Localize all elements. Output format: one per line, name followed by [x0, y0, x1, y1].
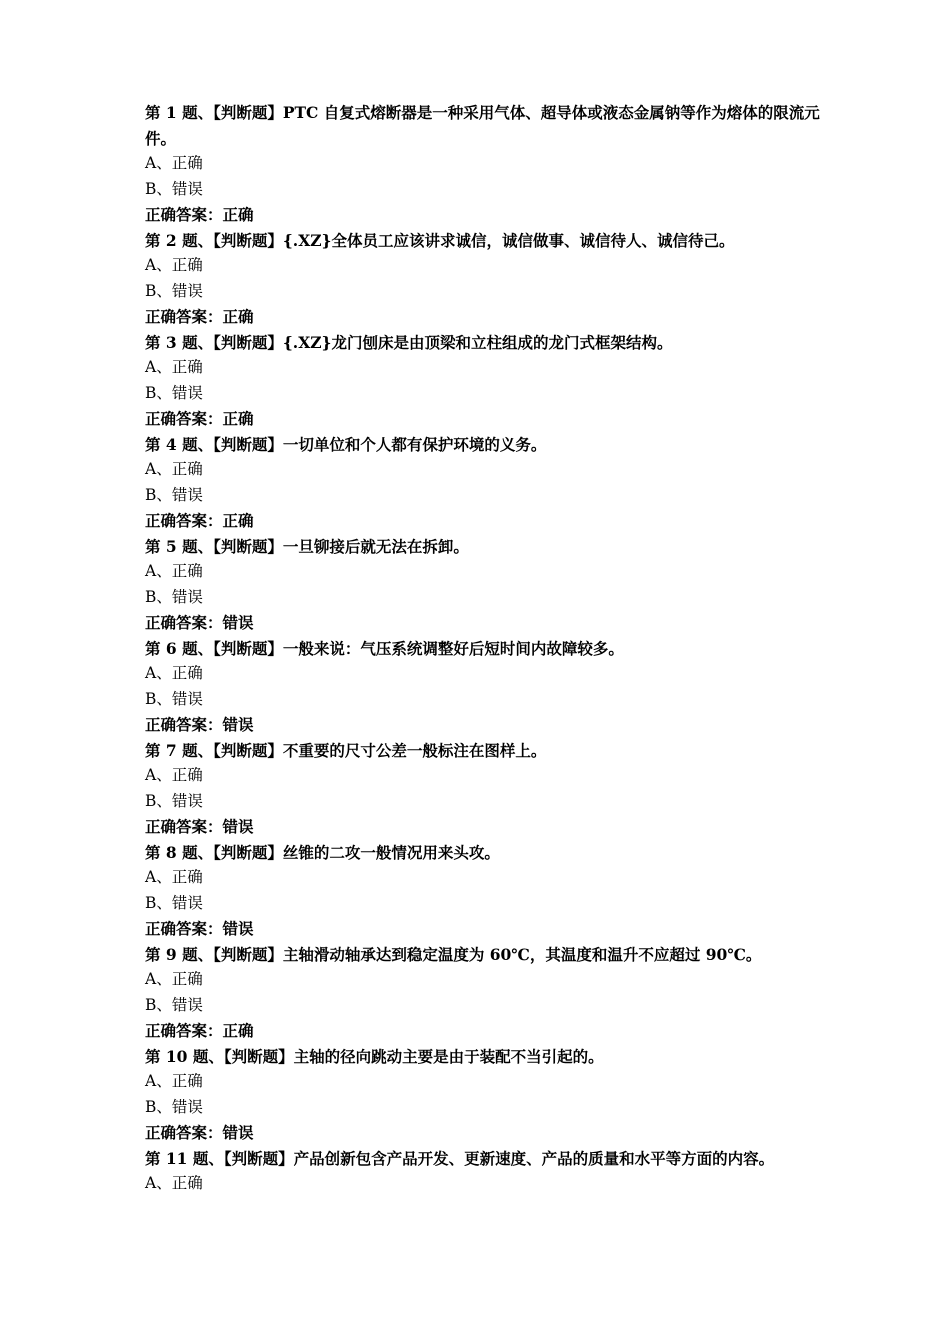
question-3 [145, 330, 825, 432]
option-b: B、错误 [145, 587, 203, 606]
correct-answer: 正确答案：正确 [145, 1021, 254, 1040]
question-11 [145, 1146, 825, 1197]
option-a: A、正确 [145, 766, 203, 784]
option-b: B、错误 [145, 485, 203, 504]
correct-answer: 正确答案：正确 [145, 307, 254, 326]
question-text: 第 1 题、【判断题】PTC 自复式熔断器是一种采用气体、超导体或液态金属钠等作为熔体的限流元件。 [145, 103, 820, 148]
correct-answer: 正确答案：错误 [145, 715, 254, 734]
question-text: 第 11 题、【判断题】产品创新包含产品开发、更新速度、产品的质量和水平等方面的内容。 [145, 1148, 775, 1168]
question-6 [145, 636, 825, 738]
question-8 [145, 840, 825, 942]
document-page [145, 100, 825, 1197]
question-text: 第 2 题、【判断题】{.XZ}全体员工应该讲求诚信，诚信做事、诚信待人、诚信待己。 [145, 230, 735, 250]
question-text: 第 6 题、【判断题】一般来说：气压系统调整好后短时间内故障较多。 [145, 638, 624, 658]
question-4 [145, 432, 825, 534]
option-a: A、正确 [145, 664, 203, 682]
option-b: B、错误 [145, 383, 203, 402]
option-a: A、正确 [145, 970, 203, 988]
option-b: B、错误 [145, 893, 203, 912]
question-text: 第 3 题、【判断题】{.XZ}龙门刨床是由顶梁和立柱组成的龙门式框架结构。 [145, 332, 673, 352]
question-2 [145, 228, 825, 330]
option-b: B、错误 [145, 179, 203, 198]
option-a: A、正确 [145, 1174, 203, 1192]
question-5 [145, 534, 825, 636]
option-a: A、正确 [145, 154, 203, 172]
option-a: A、正确 [145, 868, 203, 886]
correct-answer: 正确答案：正确 [145, 205, 254, 224]
option-a: A、正确 [145, 562, 203, 580]
question-9 [145, 942, 825, 1044]
option-a: A、正确 [145, 1072, 203, 1090]
question-text: 第 9 题、【判断题】主轴滑动轴承达到稳定温度为 60℃，其温度和温升不应超过 90℃。 [145, 944, 762, 964]
option-b: B、错误 [145, 689, 203, 708]
question-10 [145, 1044, 825, 1146]
correct-answer: 正确答案：错误 [145, 919, 254, 938]
correct-answer: 正确答案：错误 [145, 613, 254, 632]
question-text: 第 4 题、【判断题】一切单位和个人都有保护环境的义务。 [145, 434, 547, 454]
option-a: A、正确 [145, 256, 203, 274]
correct-answer: 正确答案：正确 [145, 511, 254, 530]
correct-answer: 正确答案：正确 [145, 409, 254, 428]
option-b: B、错误 [145, 1097, 203, 1116]
option-b: B、错误 [145, 791, 203, 810]
question-text: 第 5 题、【判断题】一旦铆接后就无法在拆卸。 [145, 536, 469, 556]
question-text: 第 10 题、【判断题】主轴的径向跳动主要是由于装配不当引起的。 [145, 1046, 604, 1066]
correct-answer: 正确答案：错误 [145, 817, 254, 836]
option-b: B、错误 [145, 995, 203, 1014]
question-text: 第 8 题、【判断题】丝锥的二攻一般情况用来头攻。 [145, 842, 500, 862]
question-7 [145, 738, 825, 840]
option-a: A、正确 [145, 460, 203, 478]
question-text: 第 7 题、【判断题】不重要的尺寸公差一般标注在图样上。 [145, 740, 547, 760]
question-1 [145, 100, 825, 228]
option-a: A、正确 [145, 358, 203, 376]
option-b: B、错误 [145, 281, 203, 300]
correct-answer: 正确答案：错误 [145, 1123, 254, 1142]
